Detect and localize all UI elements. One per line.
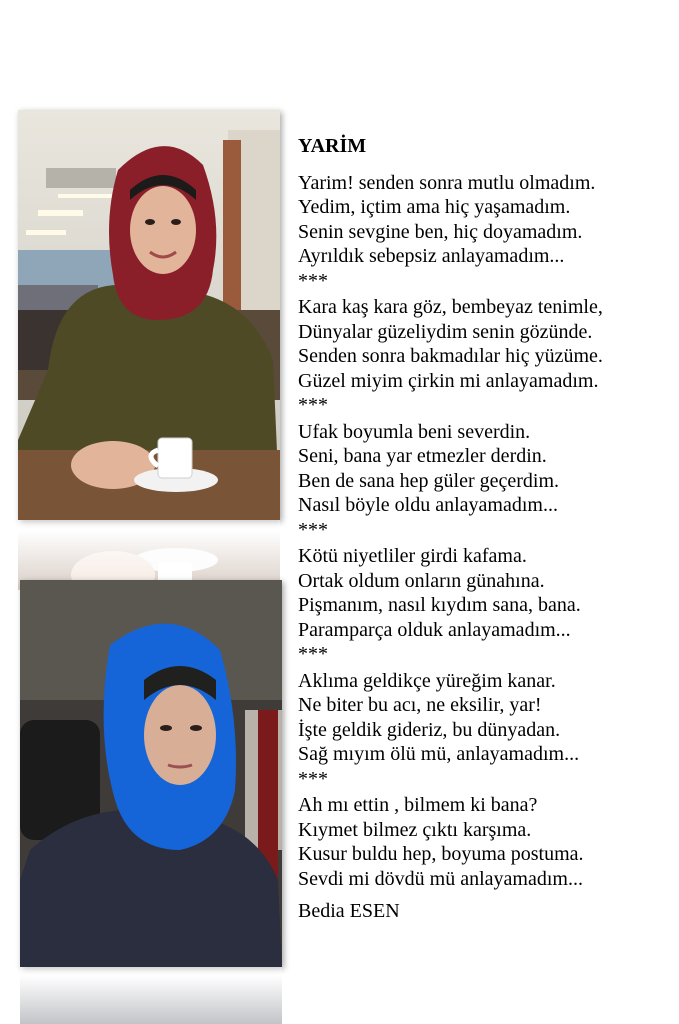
stanza-1 — [298, 171, 668, 294]
poem-line: Nasıl böyle oldu anlayamadım... — [298, 494, 558, 516]
poem-line: Kusur buldu hep, boyuma postuma. — [298, 843, 584, 865]
photo-cafe-illustration — [18, 110, 280, 520]
poem-line: Ufak boyumla beni severdin. — [298, 420, 531, 443]
poem-line: Ben de sana hep güler geçerdim. — [298, 469, 560, 492]
photo-car-reflection — [20, 967, 282, 1024]
poem-line: Seni, bana yar etmezler derdin. — [298, 445, 547, 467]
stanza-separator: *** — [298, 269, 328, 292]
photo-car-portrait — [20, 580, 282, 967]
stanza-separator: *** — [298, 643, 328, 665]
poem-line: Yedim, içtim ama hiç yaşamadım. — [298, 196, 571, 218]
poem-line: İşte geldik gideriz, bu dünyadan. — [298, 718, 561, 741]
stanza-2 — [298, 295, 668, 418]
poem-line: Sevdi mi dövdü mü anlayamadım... — [298, 867, 583, 890]
poem-line: Ayrıldık sebepsiz anlayamadım... — [298, 245, 565, 267]
poem-line: Pişmanım, nasıl kıydım sana, bana. — [298, 594, 581, 616]
stanza-separator: *** — [298, 518, 328, 541]
stanza-4 — [298, 544, 668, 667]
poem-line: Aklıma geldikçe yüreğim kanar. — [298, 669, 556, 692]
poem-line: Senden sonra bakmadılar hiç yüzüme. — [298, 345, 603, 367]
stanza-6 — [298, 793, 668, 891]
poem-author: Bedia ESEN — [298, 900, 400, 922]
photo-cafe-portrait — [18, 110, 280, 520]
stanza-5 — [298, 669, 668, 792]
poem — [298, 134, 668, 924]
poem-title: YARİM — [298, 135, 367, 157]
poem-line: Ah mı ettin , bilmem ki bana? — [298, 794, 538, 816]
poem-line: Ne biter bu acı, ne eksilir, yar! — [298, 694, 542, 716]
poem-line: Sağ mıyım ölü mü, anlayamadım... — [298, 743, 580, 765]
poem-line: Senin sevgine ben, hiç doyamadım. — [298, 220, 583, 243]
stanza-3 — [298, 420, 668, 543]
poem-line: Kıymet bilmez çıktı karşıma. — [298, 818, 532, 841]
poem-line: Ortak oldum onların günahına. — [298, 569, 545, 592]
poem-line: Güzel miyim çirkin mi anlayamadım. — [298, 369, 599, 392]
poem-line: Dünyalar güzeliydim senin gözünde. — [298, 320, 593, 343]
poem-line: Kara kaş kara göz, bembeyaz tenimle, — [298, 296, 603, 318]
poem-line: Kötü niyetliler girdi kafama. — [298, 545, 527, 567]
stanza-separator: *** — [298, 394, 328, 416]
stanza-separator: *** — [298, 767, 328, 790]
poem-line: Yarim! senden sonra mutlu olmadım. — [298, 171, 596, 194]
photo-car-illustration — [20, 580, 282, 967]
poem-line: Paramparça olduk anlayamadım... — [298, 618, 571, 641]
